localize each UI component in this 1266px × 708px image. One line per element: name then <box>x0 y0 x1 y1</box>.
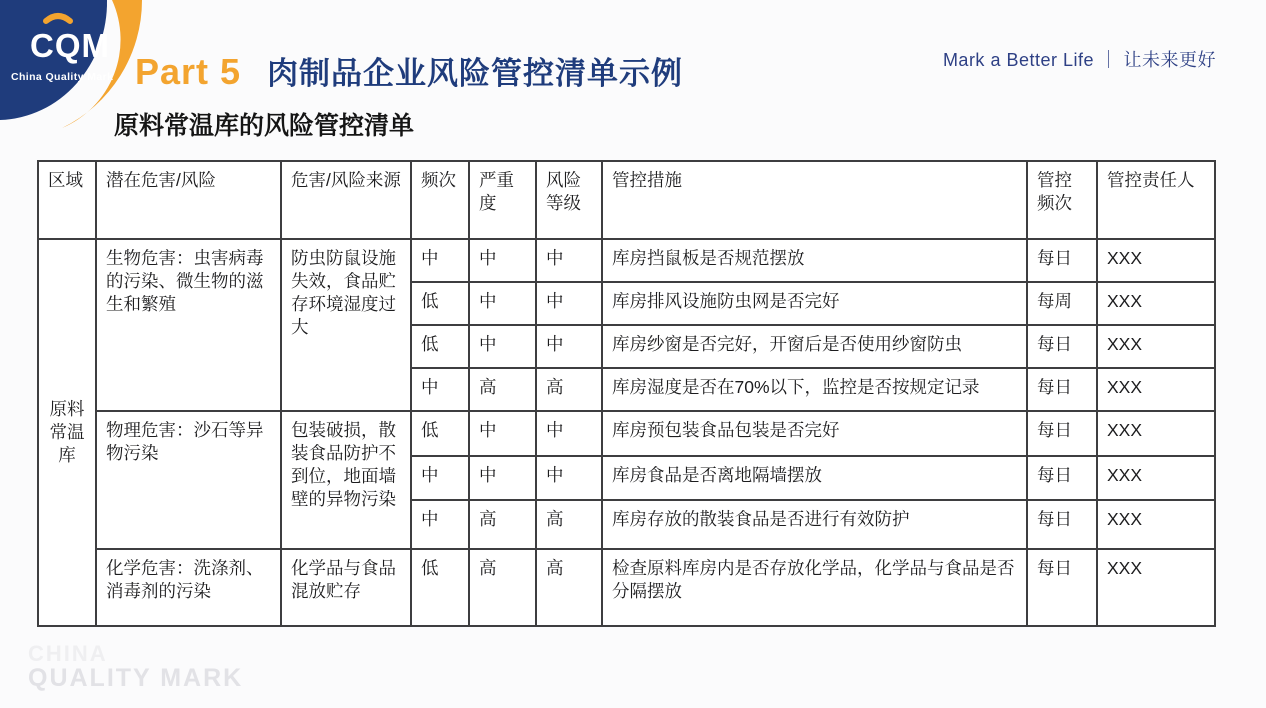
risk-level-cell: 中 <box>536 411 602 456</box>
risk-table <box>37 160 1216 627</box>
frequency-cell: 中 <box>411 368 469 411</box>
control-frequency-cell: 每日 <box>1027 239 1097 282</box>
frequency-cell: 低 <box>411 411 469 456</box>
measure-cell: 库房食品是否离地隔墙摆放 <box>602 456 1027 500</box>
risk-level-cell: 高 <box>536 549 602 626</box>
severity-cell: 中 <box>469 411 536 456</box>
part-label: Part 5 <box>135 51 242 92</box>
severity-cell: 高 <box>469 549 536 626</box>
responsible-cell: XXX <box>1097 411 1215 456</box>
table-row <box>38 549 1215 626</box>
responsible-cell: XXX <box>1097 549 1215 626</box>
frequency-cell: 中 <box>411 239 469 282</box>
watermark-line2: QUALITY MARK <box>28 664 244 693</box>
table-header <box>38 161 1215 239</box>
source-cell: 化学品与食品混放贮存 <box>281 549 411 626</box>
severity-cell: 中 <box>469 325 536 368</box>
responsible-cell: XXX <box>1097 239 1215 282</box>
frequency-cell: 低 <box>411 325 469 368</box>
hazard-cell: 化学危害：洗涤剂、消毒剂的污染 <box>96 549 281 626</box>
severity-cell: 高 <box>469 368 536 411</box>
column-header-8: 管控责任人 <box>1097 161 1215 239</box>
frequency-cell: 低 <box>411 282 469 325</box>
severity-cell: 中 <box>469 456 536 500</box>
control-frequency-cell: 每日 <box>1027 500 1097 549</box>
responsible-cell: XXX <box>1097 282 1215 325</box>
risk-level-cell: 中 <box>536 325 602 368</box>
table-row <box>38 411 1215 456</box>
column-header-2: 危害/风险来源 <box>281 161 411 239</box>
severity-cell: 中 <box>469 239 536 282</box>
responsible-cell: XXX <box>1097 456 1215 500</box>
table-subtitle: 原料常温库的风险管控清单 <box>114 111 415 140</box>
measure-cell: 库房存放的散装食品是否进行有效防护 <box>602 500 1027 549</box>
table-body <box>38 239 1215 626</box>
measure-cell: 库房挡鼠板是否规范摆放 <box>602 239 1027 282</box>
responsible-cell: XXX <box>1097 325 1215 368</box>
column-header-6: 管控措施 <box>602 161 1027 239</box>
watermark-line1: CHINA <box>28 641 108 666</box>
control-frequency-cell: 每日 <box>1027 325 1097 368</box>
column-header-7: 管控频次 <box>1027 161 1097 239</box>
control-frequency-cell: 每日 <box>1027 549 1097 626</box>
logo-subtext: China Quality Mark <box>11 71 114 83</box>
responsible-cell: XXX <box>1097 500 1215 549</box>
control-frequency-cell: 每日 <box>1027 411 1097 456</box>
header <box>135 48 683 93</box>
severity-cell: 高 <box>469 500 536 549</box>
severity-cell: 中 <box>469 282 536 325</box>
risk-table-container <box>37 160 1216 627</box>
measure-cell: 库房排风设施防虫网是否完好 <box>602 282 1027 325</box>
column-header-4: 严重度 <box>469 161 536 239</box>
area-cell: 原料常温库 <box>38 239 96 626</box>
control-frequency-cell: 每周 <box>1027 282 1097 325</box>
measure-cell: 库房湿度是否在70%以下，监控是否按规定记录 <box>602 368 1027 411</box>
logo-cqm-text: CQM <box>30 27 110 64</box>
frequency-cell: 中 <box>411 500 469 549</box>
measure-cell: 库房预包装食品包装是否完好 <box>602 411 1027 456</box>
responsible-cell: XXX <box>1097 368 1215 411</box>
source-cell: 防虫防鼠设施失效，食品贮存环境湿度过大 <box>281 239 411 411</box>
measure-cell: 库房纱窗是否完好，开窗后是否使用纱窗防虫 <box>602 325 1027 368</box>
column-header-5: 风险等级 <box>536 161 602 239</box>
watermark <box>28 642 243 691</box>
risk-level-cell: 中 <box>536 239 602 282</box>
risk-level-cell: 高 <box>536 368 602 411</box>
frequency-cell: 中 <box>411 456 469 500</box>
header-row <box>38 161 1215 239</box>
risk-level-cell: 高 <box>536 500 602 549</box>
page-title: 肉制品企业风险管控清单示例 <box>267 56 684 91</box>
hazard-cell: 物理危害：沙石等异物污染 <box>96 411 281 549</box>
control-frequency-cell: 每日 <box>1027 456 1097 500</box>
column-header-0: 区域 <box>38 161 96 239</box>
frequency-cell: 低 <box>411 549 469 626</box>
control-frequency-cell: 每日 <box>1027 368 1097 411</box>
brand-tagline: Mark a Better Life ｜ 让未来更好 <box>942 50 1216 70</box>
risk-level-cell: 中 <box>536 456 602 500</box>
table-row <box>38 239 1215 282</box>
source-cell: 包装破损，散装食品防护不到位，地面墙壁的异物污染 <box>281 411 411 549</box>
risk-level-cell: 中 <box>536 282 602 325</box>
measure-cell: 检查原料库房内是否存放化学品，化学品与食品是否分隔摆放 <box>602 549 1027 626</box>
column-header-1: 潜在危害/风险 <box>96 161 281 239</box>
column-header-3: 频次 <box>411 161 469 239</box>
hazard-cell: 生物危害：虫害病毒的污染、微生物的滋生和繁殖 <box>96 239 281 411</box>
